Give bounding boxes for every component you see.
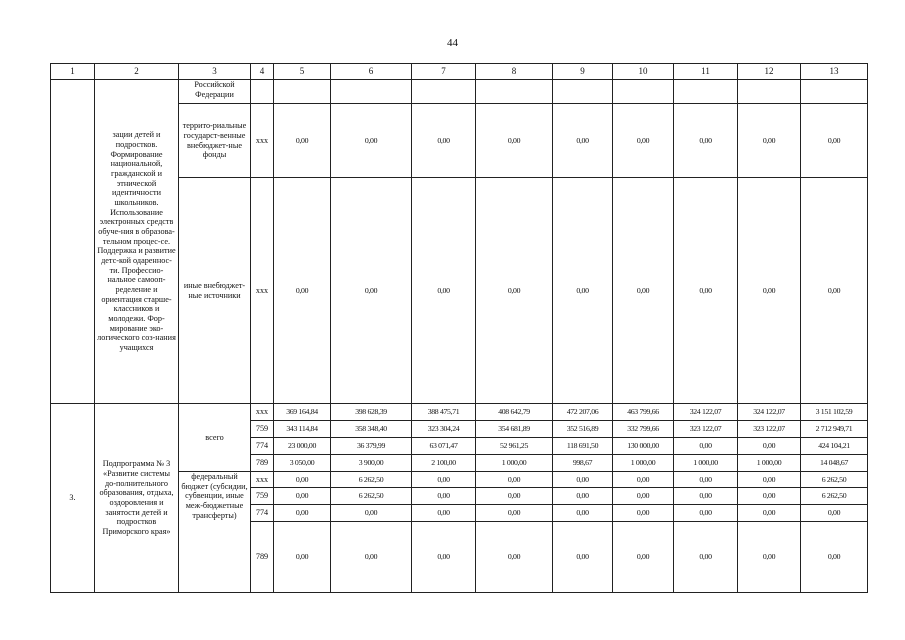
value-cell: 0,00: [412, 522, 476, 593]
value-cell: 3 900,00: [331, 455, 412, 472]
value-cell: 0,00: [738, 488, 801, 505]
value-cell: 0,00: [738, 505, 801, 522]
value-cell: 6 262,50: [801, 488, 868, 505]
value-cell: 0,00: [553, 104, 613, 178]
value-cell: 23 000,00: [274, 438, 331, 455]
value-cell: 0,00: [801, 178, 868, 404]
value-cell: 36 379,99: [331, 438, 412, 455]
column-header: 13: [801, 64, 868, 80]
value-cell: 3 050,00: [274, 455, 331, 472]
value-cell: 388 475,71: [412, 404, 476, 421]
value-cell: 118 691,50: [553, 438, 613, 455]
row-number-cell: 3.: [51, 404, 95, 593]
value-cell: 0,00: [553, 472, 613, 488]
table-row: [51, 404, 868, 421]
code-cell: 789: [251, 522, 274, 593]
value-cell: 0,00: [412, 178, 476, 404]
column-header: 9: [553, 64, 613, 80]
value-cell: 52 961,25: [476, 438, 553, 455]
value-cell: 398 628,39: [331, 404, 412, 421]
value-cell: 0,00: [674, 522, 738, 593]
funding-source-cell: иные внебюджет-ные источники: [179, 178, 251, 404]
code-cell: [251, 80, 274, 104]
value-cell: 0,00: [738, 104, 801, 178]
value-cell: 2 100,00: [412, 455, 476, 472]
value-cell: 0,00: [674, 178, 738, 404]
value-cell: [801, 80, 868, 104]
column-header: 2: [95, 64, 179, 80]
value-cell: 1 000,00: [613, 455, 674, 472]
value-cell: 0,00: [274, 522, 331, 593]
value-cell: 0,00: [553, 522, 613, 593]
value-cell: 352 516,89: [553, 421, 613, 438]
value-cell: 0,00: [674, 438, 738, 455]
budget-table: [50, 63, 868, 593]
column-header: 10: [613, 64, 674, 80]
column-header: 12: [738, 64, 801, 80]
value-cell: [738, 80, 801, 104]
column-header: 3: [179, 64, 251, 80]
value-cell: 0,00: [412, 505, 476, 522]
value-cell: 3 151 102,59: [801, 404, 868, 421]
value-cell: 0,00: [476, 472, 553, 488]
value-cell: 0,00: [613, 505, 674, 522]
value-cell: 408 642,79: [476, 404, 553, 421]
value-cell: 0,00: [476, 488, 553, 505]
value-cell: 0,00: [331, 522, 412, 593]
value-cell: [613, 80, 674, 104]
funding-source-cell: всего: [179, 404, 251, 472]
table-row: [51, 80, 868, 104]
code-cell: 759: [251, 421, 274, 438]
value-cell: 0,00: [613, 104, 674, 178]
value-cell: 0,00: [674, 104, 738, 178]
column-header: 8: [476, 64, 553, 80]
value-cell: 0,00: [801, 522, 868, 593]
value-cell: 0,00: [476, 178, 553, 404]
value-cell: 0,00: [274, 488, 331, 505]
value-cell: 6 262,50: [331, 472, 412, 488]
value-cell: 63 071,47: [412, 438, 476, 455]
funding-source-cell: Российской Федерации: [179, 80, 251, 104]
value-cell: 0,00: [613, 178, 674, 404]
value-cell: 0,00: [613, 522, 674, 593]
value-cell: 324 122,07: [738, 404, 801, 421]
value-cell: 130 000,00: [613, 438, 674, 455]
row-number-cell: [51, 80, 95, 404]
funding-source-cell: федеральный бюджет (субсидии, субвенции, иные меж-бюджетные трансферты): [179, 472, 251, 593]
value-cell: 14 048,67: [801, 455, 868, 472]
description-cell: Подпрограмма № 3 «Развитие системы до-полнительного образования, отдыха, оздоровления и занятости детей и подростков Приморского края»: [95, 404, 179, 593]
code-cell: xxx: [251, 472, 274, 488]
value-cell: 0,00: [613, 488, 674, 505]
code-cell: 774: [251, 505, 274, 522]
value-cell: [674, 80, 738, 104]
page-number: 44: [447, 37, 458, 49]
value-cell: 0,00: [331, 178, 412, 404]
value-cell: 0,00: [476, 522, 553, 593]
value-cell: 0,00: [801, 104, 868, 178]
value-cell: 343 114,84: [274, 421, 331, 438]
header-row: [51, 64, 868, 80]
value-cell: 358 348,40: [331, 421, 412, 438]
value-cell: [412, 80, 476, 104]
value-cell: 6 262,50: [801, 472, 868, 488]
value-cell: 0,00: [412, 472, 476, 488]
value-cell: 0,00: [412, 104, 476, 178]
code-cell: xxx: [251, 104, 274, 178]
value-cell: [476, 80, 553, 104]
value-cell: 0,00: [331, 505, 412, 522]
value-cell: 0,00: [331, 104, 412, 178]
column-header: 1: [51, 64, 95, 80]
value-cell: 6 262,50: [331, 488, 412, 505]
value-cell: 0,00: [738, 178, 801, 404]
value-cell: [331, 80, 412, 104]
value-cell: 332 799,66: [613, 421, 674, 438]
code-cell: 774: [251, 438, 274, 455]
value-cell: 0,00: [274, 178, 331, 404]
value-cell: 0,00: [801, 505, 868, 522]
table-body: [51, 80, 868, 593]
value-cell: 0,00: [738, 522, 801, 593]
value-cell: 424 104,21: [801, 438, 868, 455]
value-cell: 0,00: [674, 488, 738, 505]
value-cell: 323 122,07: [738, 421, 801, 438]
value-cell: 0,00: [553, 178, 613, 404]
code-cell: 789: [251, 455, 274, 472]
value-cell: 323 122,07: [674, 421, 738, 438]
value-cell: 1 000,00: [674, 455, 738, 472]
value-cell: 0,00: [674, 505, 738, 522]
value-cell: [274, 80, 331, 104]
value-cell: 0,00: [553, 505, 613, 522]
value-cell: 0,00: [738, 472, 801, 488]
value-cell: 998,67: [553, 455, 613, 472]
value-cell: 0,00: [674, 472, 738, 488]
value-cell: 0,00: [613, 472, 674, 488]
value-cell: 323 304,24: [412, 421, 476, 438]
value-cell: 2 712 949,71: [801, 421, 868, 438]
value-cell: 324 122,07: [674, 404, 738, 421]
value-cell: 0,00: [274, 104, 331, 178]
value-cell: 0,00: [738, 438, 801, 455]
column-header: 6: [331, 64, 412, 80]
column-header: 5: [274, 64, 331, 80]
value-cell: 354 681,89: [476, 421, 553, 438]
value-cell: 0,00: [412, 488, 476, 505]
value-cell: 1 000,00: [476, 455, 553, 472]
value-cell: 463 799,66: [613, 404, 674, 421]
value-cell: 0,00: [553, 488, 613, 505]
value-cell: [553, 80, 613, 104]
value-cell: 0,00: [274, 505, 331, 522]
value-cell: 369 164,84: [274, 404, 331, 421]
value-cell: 1 000,00: [738, 455, 801, 472]
value-cell: 0,00: [476, 104, 553, 178]
funding-source-cell: террито-риальные государст-венные внебюджет-ные фонды: [179, 104, 251, 178]
column-header: 7: [412, 64, 476, 80]
code-cell: xxx: [251, 404, 274, 421]
column-header: 4: [251, 64, 274, 80]
value-cell: 0,00: [476, 505, 553, 522]
code-cell: xxx: [251, 178, 274, 404]
value-cell: 0,00: [274, 472, 331, 488]
code-cell: 759: [251, 488, 274, 505]
column-header: 11: [674, 64, 738, 80]
description-cell: зации детей и подростков. Формирование национальной, гражданской и этнической идентичности школьников. Использование электронных средств обуче-ния в образова-тельном процес-се. Поддержка и развитие детс-кой одареннос-ти. Профессио-нальное самооп-ределение и ориентация старше-классников и молодежи. Фор-мирование эко-логического соз-нания учащихся: [95, 80, 179, 404]
value-cell: 472 207,06: [553, 404, 613, 421]
